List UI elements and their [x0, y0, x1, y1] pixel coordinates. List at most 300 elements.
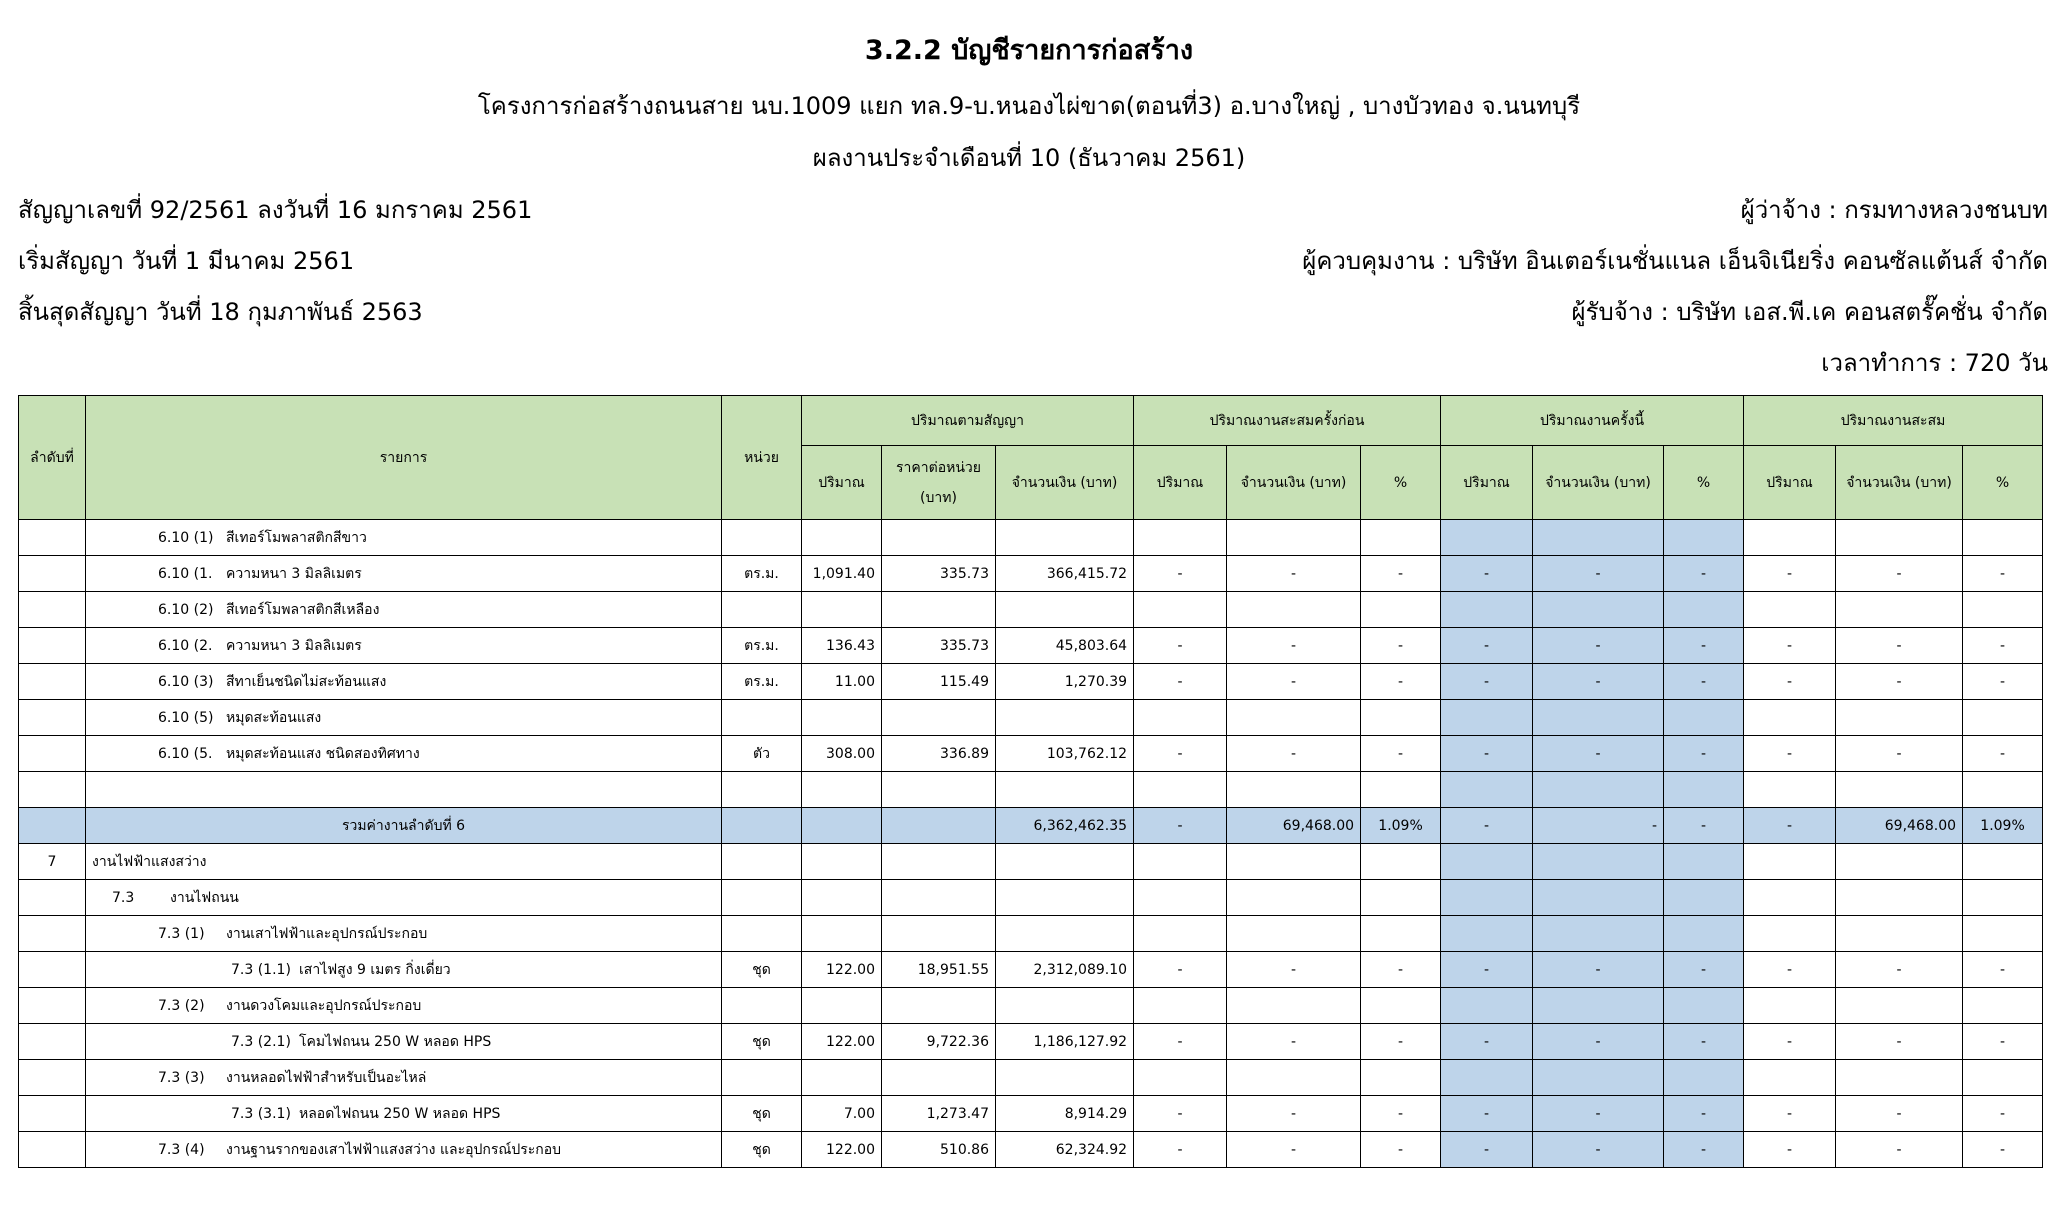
item-description: งานเสาไฟฟ้าและอุปกรณ์ประกอบ	[226, 925, 428, 942]
table-row	[19, 916, 2043, 952]
prev-qty-cell	[1134, 592, 1227, 628]
contract-qty-cell	[802, 520, 882, 556]
unit-cell	[722, 592, 802, 628]
item-code: 7.3	[112, 889, 135, 906]
this-qty-cell	[1441, 916, 1533, 952]
empty-cell	[1533, 844, 1664, 880]
table-row	[19, 664, 2043, 700]
item-code: 6.10 (2)	[158, 601, 214, 618]
item-description: งานฐานรากของเสาไฟฟ้าแสงสว่าง และอุปกรณ์ประกอบ	[226, 1141, 562, 1158]
item-description: งานดวงโคมและอุปกรณ์ประกอบ	[226, 997, 422, 1014]
prev-pct-cell: -	[1361, 952, 1441, 988]
prev-qty-cell	[1134, 988, 1227, 1024]
this-qty-cell: -	[1441, 628, 1533, 664]
total-contract-amount: 6,362,462.35	[996, 808, 1134, 844]
item-description: สีเทอร์โมพลาสติกสีขาว	[226, 529, 367, 546]
contract-end: สิ้นสุดสัญญา วันที่ 18 กุมภาพันธ์ 2563	[18, 298, 423, 326]
prev-pct-cell	[1361, 916, 1441, 952]
item-code: 7.3 (3.1)	[231, 1105, 291, 1122]
this-qty-cell: -	[1441, 1096, 1533, 1132]
seq-cell	[19, 592, 86, 628]
prev-pct-cell	[1361, 700, 1441, 736]
cum-qty-cell: -	[1744, 556, 1836, 592]
empty-cell	[1744, 772, 1836, 808]
this-amount-cell: -	[1533, 556, 1664, 592]
project-name: โครงการก่อสร้างถนนสาย นบ.1009 แยก ทล.9-บ.หนองไผ่ขาด(ตอนที่3) อ.บางใหญ่ , บางบัวทอง จ.นนทบุรี	[477, 92, 1581, 120]
item-description: สีเทอร์โมพลาสติกสีเหลือง	[226, 601, 380, 618]
cum-qty-cell	[1744, 916, 1836, 952]
table-row	[19, 592, 2043, 628]
prev-amount-cell	[1227, 592, 1361, 628]
item-cell	[86, 880, 722, 916]
empty-cell	[1361, 844, 1441, 880]
cum-qty-cell	[1744, 700, 1836, 736]
cum-pct-cell: -	[1963, 736, 2043, 772]
spacer-row	[19, 772, 2043, 808]
seq-cell	[19, 988, 86, 1024]
contract-price-cell: 335.73	[882, 628, 996, 664]
empty-cell	[722, 844, 802, 880]
prev-amount-cell	[1227, 1060, 1361, 1096]
empty-cell	[1836, 880, 1963, 916]
cum-amount-cell: -	[1836, 1132, 1963, 1168]
prev-pct-cell	[1361, 592, 1441, 628]
empty-cell	[1134, 844, 1227, 880]
contract-qty-cell	[802, 700, 882, 736]
empty-cell	[1227, 880, 1361, 916]
prev-qty-cell: -	[1134, 1096, 1227, 1132]
prev-amount-cell: -	[1227, 556, 1361, 592]
item-code: 7.3 (2.1)	[231, 1033, 291, 1050]
contract-amount-cell: 8,914.29	[996, 1096, 1134, 1132]
this-pct-cell	[1664, 988, 1744, 1024]
item-code: 7.3 (3)	[158, 1069, 205, 1086]
item-description: หมุดสะท้อนแสง ชนิดสองทิศทาง	[226, 745, 420, 762]
this-qty-cell: -	[1441, 952, 1533, 988]
empty-cell	[1533, 772, 1664, 808]
prev-qty-cell: -	[1134, 952, 1227, 988]
contract-amount-cell: 2,312,089.10	[996, 952, 1134, 988]
col-item: รายการ	[86, 396, 722, 520]
contract-qty-cell	[802, 916, 882, 952]
seq-cell	[19, 664, 86, 700]
col-contract-price: ราคาต่อหน่วย (บาท)	[882, 446, 996, 520]
item-cell	[86, 1024, 722, 1060]
item-code: 6.10 (5)	[158, 709, 214, 726]
cum-amount-cell	[1836, 1060, 1963, 1096]
item-description: งานไฟถนน	[170, 889, 239, 906]
contract-qty-cell	[802, 988, 882, 1024]
cum-qty-cell: -	[1744, 664, 1836, 700]
table-row	[19, 736, 2043, 772]
item-cell	[86, 1060, 722, 1096]
empty-cell	[1441, 880, 1533, 916]
this-qty-cell	[1441, 520, 1533, 556]
empty-cell	[1227, 844, 1361, 880]
this-pct-cell	[1664, 1060, 1744, 1096]
seq-cell	[19, 556, 86, 592]
unit-cell	[722, 808, 802, 844]
empty-cell	[1836, 844, 1963, 880]
empty-cell	[996, 772, 1134, 808]
prev-pct-cell: -	[1361, 1132, 1441, 1168]
cum-amount-cell	[1836, 520, 1963, 556]
item-description: หมุดสะท้อนแสง	[226, 709, 322, 726]
prev-qty-cell: -	[1134, 556, 1227, 592]
contract-price-cell: 18,951.55	[882, 952, 996, 988]
total-cum-amount: 69,468.00	[1836, 808, 1963, 844]
contract-price-cell	[882, 700, 996, 736]
prev-pct-cell: -	[1361, 1024, 1441, 1060]
col-prev-amount: จำนวนเงิน (บาท)	[1227, 446, 1361, 520]
seq-cell	[19, 952, 86, 988]
contract-price-cell	[882, 988, 996, 1024]
this-amount-cell	[1533, 988, 1664, 1024]
cum-pct-cell: -	[1963, 1132, 2043, 1168]
total-cum-qty: -	[1744, 808, 1836, 844]
cum-amount-cell: -	[1836, 664, 1963, 700]
prev-amount-cell	[1227, 520, 1361, 556]
contract-amount-cell	[996, 592, 1134, 628]
prev-pct-cell	[1361, 988, 1441, 1024]
contract-amount-cell	[996, 700, 1134, 736]
prev-qty-cell: -	[1134, 1132, 1227, 1168]
unit-cell: ชุด	[722, 1096, 802, 1132]
contract-price-cell	[882, 520, 996, 556]
item-code: 7.3 (1)	[158, 925, 205, 942]
prev-pct-cell: -	[1361, 664, 1441, 700]
total-prev-amount: 69,468.00	[1227, 808, 1361, 844]
this-amount-cell: -	[1533, 736, 1664, 772]
contract-price-cell: 510.86	[882, 1132, 996, 1168]
contract-qty-cell: 7.00	[802, 1096, 882, 1132]
unit-cell	[722, 916, 802, 952]
contract-price-cell	[882, 1060, 996, 1096]
item-description: งานหลอดไฟฟ้าสำหรับเป็นอะไหล่	[226, 1069, 427, 1086]
cum-pct-cell: -	[1963, 1024, 2043, 1060]
total-this-pct: -	[1664, 808, 1744, 844]
cum-qty-cell	[1744, 592, 1836, 628]
cum-amount-cell: -	[1836, 628, 1963, 664]
empty-cell	[996, 844, 1134, 880]
contract-qty-cell: 1,091.40	[802, 556, 882, 592]
contract-amount-cell: 366,415.72	[996, 556, 1134, 592]
contract-amount-cell	[996, 1060, 1134, 1096]
unit-cell: ตร.ม.	[722, 628, 802, 664]
unit-cell: ชุด	[722, 1132, 802, 1168]
empty-cell	[802, 880, 882, 916]
col-this-qty: ปริมาณ	[1441, 446, 1533, 520]
col-prev-pct: %	[1361, 446, 1441, 520]
empty-cell	[1963, 772, 2043, 808]
contract-qty-cell: 122.00	[802, 1132, 882, 1168]
this-pct-cell: -	[1664, 1132, 1744, 1168]
item-cell	[86, 664, 722, 700]
prev-amount-cell: -	[1227, 664, 1361, 700]
total-prev-qty: -	[1134, 808, 1227, 844]
seq-cell	[19, 880, 86, 916]
col-cum-qty: ปริมาณ	[1744, 446, 1836, 520]
this-qty-cell	[1441, 988, 1533, 1024]
item-cell	[86, 556, 722, 592]
contract-amount-cell	[996, 916, 1134, 952]
contract-price-cell: 336.89	[882, 736, 996, 772]
seq-cell	[19, 700, 86, 736]
item-cell	[86, 844, 722, 880]
item-code: 7.3 (4)	[158, 1141, 205, 1158]
item-description: หลอดไฟถนน 250 W หลอด HPS	[299, 1105, 501, 1122]
this-amount-cell: -	[1533, 664, 1664, 700]
this-qty-cell	[1441, 1060, 1533, 1096]
table-row	[19, 988, 2043, 1024]
this-pct-cell: -	[1664, 1024, 1744, 1060]
cum-amount-cell: -	[1836, 736, 1963, 772]
this-qty-cell	[1441, 700, 1533, 736]
table-row	[19, 1132, 2043, 1168]
contractor: ผู้รับจ้าง : บริษัท เอส.พี.เค คอนสตรั๊คชั่น จำกัด	[1571, 298, 2048, 326]
this-amount-cell: -	[1533, 952, 1664, 988]
item-code: 7.3 (2)	[158, 997, 205, 1014]
this-pct-cell	[1664, 916, 1744, 952]
seq-cell	[19, 1096, 86, 1132]
contract-qty-cell	[802, 1060, 882, 1096]
prev-qty-cell: -	[1134, 1024, 1227, 1060]
contract-qty-cell: 308.00	[802, 736, 882, 772]
empty-cell	[722, 772, 802, 808]
col-unit: หน่วย	[722, 396, 802, 520]
prev-amount-cell	[1227, 988, 1361, 1024]
empty-cell	[1664, 880, 1744, 916]
unit-cell: ชุด	[722, 952, 802, 988]
col-this-pct: %	[1664, 446, 1744, 520]
total-cum-pct: 1.09%	[1963, 808, 2043, 844]
empty-cell	[1664, 844, 1744, 880]
cum-qty-cell: -	[1744, 952, 1836, 988]
this-pct-cell: -	[1664, 664, 1744, 700]
subsection-row	[19, 880, 2043, 916]
col-seq: ลำดับที่	[19, 396, 86, 520]
this-pct-cell: -	[1664, 952, 1744, 988]
prev-qty-cell	[1134, 520, 1227, 556]
item-cell	[86, 520, 722, 556]
prev-qty-cell	[1134, 1060, 1227, 1096]
item-cell	[86, 736, 722, 772]
cum-pct-cell: -	[1963, 952, 2043, 988]
this-amount-cell: -	[1533, 1024, 1664, 1060]
cum-pct-cell: -	[1963, 664, 2043, 700]
contract-qty-cell: 122.00	[802, 1024, 882, 1060]
item-cell	[86, 1096, 722, 1132]
cum-amount-cell: -	[1836, 556, 1963, 592]
item-description: สีทาเย็นชนิดไม่สะท้อนแสง	[226, 673, 387, 690]
contract-number: สัญญาเลขที่ 92/2561 ลงวันที่ 16 มกราคม 2561	[18, 196, 533, 224]
contract-qty-cell	[802, 808, 882, 844]
prev-pct-cell	[1361, 520, 1441, 556]
contract-qty-cell: 11.00	[802, 664, 882, 700]
col-group-cumulative: ปริมาณงานสะสม	[1744, 396, 2043, 446]
total-prev-pct: 1.09%	[1361, 808, 1441, 844]
seq-cell	[19, 916, 86, 952]
unit-cell: ชุด	[722, 1024, 802, 1060]
contract-qty-cell	[802, 592, 882, 628]
cum-amount-cell	[1836, 916, 1963, 952]
seq-cell	[19, 736, 86, 772]
table-row	[19, 1060, 2043, 1096]
total-this-qty: -	[1441, 808, 1533, 844]
empty-cell	[1664, 772, 1744, 808]
this-amount-cell: -	[1533, 1132, 1664, 1168]
this-pct-cell	[1664, 700, 1744, 736]
prev-qty-cell: -	[1134, 664, 1227, 700]
item-code: 6.10 (3)	[158, 673, 214, 690]
item-description: โคมไฟถนน 250 W หลอด HPS	[299, 1033, 492, 1050]
empty-cell	[882, 880, 996, 916]
this-amount-cell	[1533, 592, 1664, 628]
table-row	[19, 1024, 2043, 1060]
empty-cell	[1744, 880, 1836, 916]
contract-amount-cell: 1,186,127.92	[996, 1024, 1134, 1060]
item-cell	[86, 952, 722, 988]
cum-pct-cell: -	[1963, 628, 2043, 664]
item-description: เสาไฟสูง 9 เมตร กิ่งเดี่ยว	[299, 961, 451, 978]
empty-cell	[1744, 844, 1836, 880]
empty-cell	[1134, 880, 1227, 916]
seq-cell	[19, 628, 86, 664]
this-qty-cell: -	[1441, 1024, 1533, 1060]
prev-qty-cell: -	[1134, 736, 1227, 772]
contract-amount-cell	[996, 988, 1134, 1024]
seq-cell	[19, 1024, 86, 1060]
report-period: ผลงานประจำเดือนที่ 10 (ธันวาคม 2561)	[812, 144, 1246, 172]
contract-price-cell: 115.49	[882, 664, 996, 700]
contract-amount-cell: 62,324.92	[996, 1132, 1134, 1168]
cum-amount-cell: -	[1836, 1024, 1963, 1060]
prev-pct-cell: -	[1361, 556, 1441, 592]
item-cell	[86, 916, 722, 952]
this-qty-cell: -	[1441, 556, 1533, 592]
prev-amount-cell: -	[1227, 1024, 1361, 1060]
unit-cell: ตร.ม.	[722, 556, 802, 592]
cum-pct-cell	[1963, 988, 2043, 1024]
unit-cell	[722, 520, 802, 556]
item-code: 7.3 (1.1)	[231, 961, 291, 978]
prev-amount-cell: -	[1227, 736, 1361, 772]
table-row	[19, 628, 2043, 664]
item-description: งานไฟฟ้าแสงสว่าง	[92, 853, 207, 870]
unit-cell	[722, 700, 802, 736]
prev-amount-cell: -	[1227, 628, 1361, 664]
cum-qty-cell: -	[1744, 1024, 1836, 1060]
cum-pct-cell	[1963, 1060, 2043, 1096]
this-pct-cell: -	[1664, 1096, 1744, 1132]
section-row	[19, 844, 2043, 880]
supervisor: ผู้ควบคุมงาน : บริษัท อินเตอร์เนชั่นแนล เอ็นจิเนียริ่ง คอนซัลแต้นส์ จำกัด	[1302, 247, 2048, 275]
empty-cell	[882, 772, 996, 808]
this-qty-cell: -	[1441, 664, 1533, 700]
prev-amount-cell	[1227, 700, 1361, 736]
this-amount-cell	[1533, 1060, 1664, 1096]
table-row	[19, 1096, 2043, 1132]
col-group-previous: ปริมาณงานสะสมครั้งก่อน	[1134, 396, 1441, 446]
empty-cell	[1361, 772, 1441, 808]
col-contract-amount: จำนวนเงิน (บาท)	[996, 446, 1134, 520]
cum-amount-cell	[1836, 988, 1963, 1024]
prev-qty-cell: -	[1134, 628, 1227, 664]
prev-amount-cell: -	[1227, 1096, 1361, 1132]
this-amount-cell: -	[1533, 1096, 1664, 1132]
col-this-amount: จำนวนเงิน (บาท)	[1533, 446, 1664, 520]
seq-cell: 7	[19, 844, 86, 880]
item-cell	[86, 628, 722, 664]
table-row	[19, 952, 2043, 988]
empty-cell	[1441, 772, 1533, 808]
cum-qty-cell	[1744, 520, 1836, 556]
cum-amount-cell: -	[1836, 952, 1963, 988]
item-code: 6.10 (2.	[158, 637, 213, 654]
total-label: รวมค่างานลำดับที่ 6	[86, 808, 722, 844]
seq-cell	[19, 1060, 86, 1096]
this-amount-cell	[1533, 700, 1664, 736]
cum-pct-cell	[1963, 520, 2043, 556]
prev-qty-cell	[1134, 916, 1227, 952]
this-pct-cell	[1664, 520, 1744, 556]
empty-cell	[1963, 844, 2043, 880]
this-qty-cell: -	[1441, 1132, 1533, 1168]
col-group-contract: ปริมาณตามสัญญา	[802, 396, 1134, 446]
cum-pct-cell: -	[1963, 556, 2043, 592]
empty-cell	[1963, 880, 2043, 916]
empty-cell	[1533, 880, 1664, 916]
cum-amount-cell	[1836, 700, 1963, 736]
col-cum-amount: จำนวนเงิน (บาท)	[1836, 446, 1963, 520]
contract-amount-cell: 1,270.39	[996, 664, 1134, 700]
contract-price-cell	[882, 808, 996, 844]
empty-cell	[1227, 772, 1361, 808]
empty-cell	[722, 880, 802, 916]
cum-qty-cell: -	[1744, 1096, 1836, 1132]
contract-qty-cell: 122.00	[802, 952, 882, 988]
empty-cell	[1836, 772, 1963, 808]
cum-pct-cell	[1963, 592, 2043, 628]
this-qty-cell	[1441, 592, 1533, 628]
prev-pct-cell: -	[1361, 1096, 1441, 1132]
contract-price-cell	[882, 916, 996, 952]
empty-cell	[1441, 844, 1533, 880]
this-pct-cell	[1664, 592, 1744, 628]
table-row	[19, 700, 2043, 736]
contract-price-cell: 335.73	[882, 556, 996, 592]
contract-price-cell: 1,273.47	[882, 1096, 996, 1132]
unit-cell	[722, 988, 802, 1024]
empty-cell	[802, 844, 882, 880]
empty-cell	[996, 880, 1134, 916]
contract-price-cell	[882, 592, 996, 628]
cum-pct-cell	[1963, 916, 2043, 952]
cum-qty-cell: -	[1744, 1132, 1836, 1168]
empty-cell	[1134, 772, 1227, 808]
item-cell	[86, 700, 722, 736]
col-prev-qty: ปริมาณ	[1134, 446, 1227, 520]
cum-amount-cell: -	[1836, 1096, 1963, 1132]
contract-amount-cell	[996, 520, 1134, 556]
total-this-amount: -	[1533, 808, 1664, 844]
item-cell	[86, 772, 722, 808]
this-pct-cell: -	[1664, 736, 1744, 772]
contract-amount-cell: 45,803.64	[996, 628, 1134, 664]
col-contract-qty: ปริมาณ	[802, 446, 882, 520]
prev-qty-cell	[1134, 700, 1227, 736]
cum-pct-cell: -	[1963, 1096, 2043, 1132]
